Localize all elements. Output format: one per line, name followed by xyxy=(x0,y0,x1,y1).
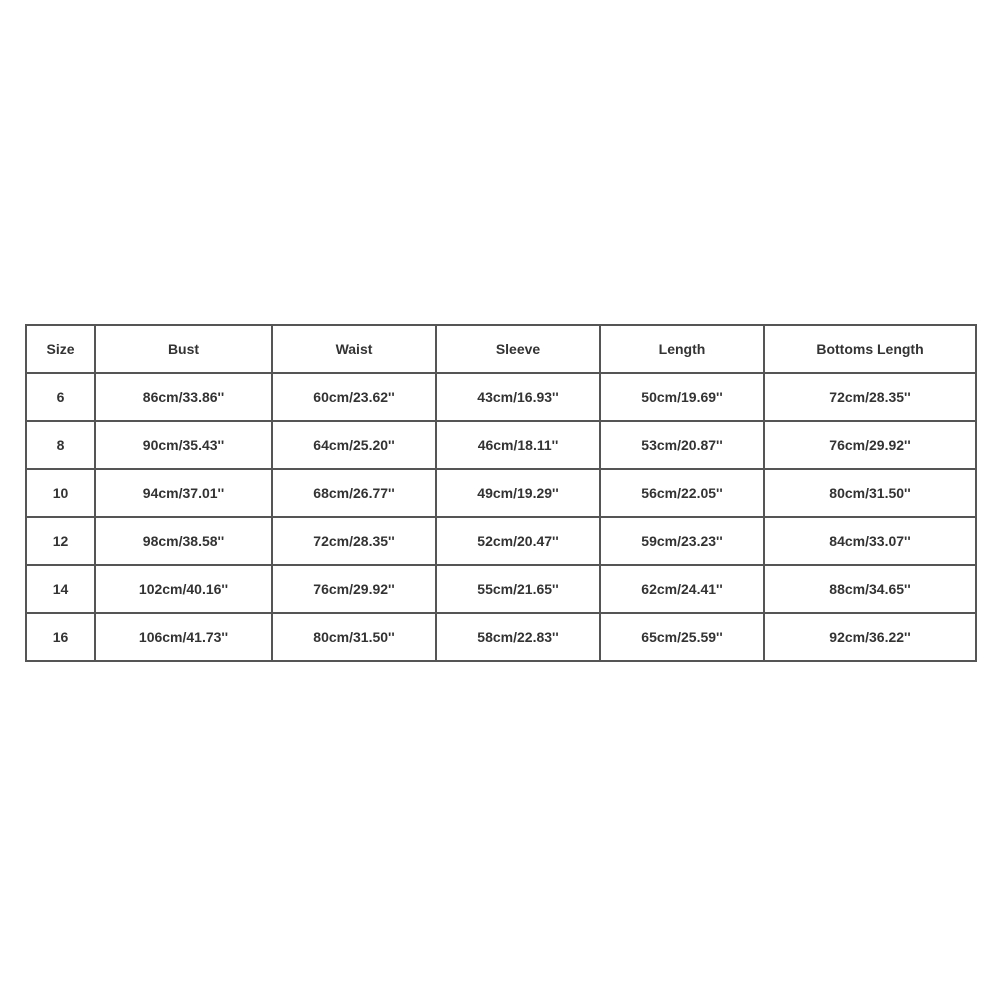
cell-size: 16 xyxy=(26,613,95,661)
cell-bottoms-length: 80cm/31.50'' xyxy=(764,469,976,517)
cell-bust: 94cm/37.01'' xyxy=(95,469,272,517)
table-row xyxy=(26,373,976,421)
cell-sleeve: 49cm/19.29'' xyxy=(436,469,600,517)
cell-sleeve: 43cm/16.93'' xyxy=(436,373,600,421)
cell-waist: 68cm/26.77'' xyxy=(272,469,436,517)
table-row xyxy=(26,469,976,517)
cell-waist: 76cm/29.92'' xyxy=(272,565,436,613)
size-chart-body xyxy=(26,373,976,661)
cell-size: 10 xyxy=(26,469,95,517)
cell-bottoms-length: 76cm/29.92'' xyxy=(764,421,976,469)
cell-bust: 98cm/38.58'' xyxy=(95,517,272,565)
cell-bust: 90cm/35.43'' xyxy=(95,421,272,469)
header-sleeve: Sleeve xyxy=(436,325,600,373)
cell-sleeve: 55cm/21.65'' xyxy=(436,565,600,613)
cell-sleeve: 52cm/20.47'' xyxy=(436,517,600,565)
cell-size: 14 xyxy=(26,565,95,613)
cell-length: 56cm/22.05'' xyxy=(600,469,764,517)
size-chart-table xyxy=(25,324,977,662)
cell-bust: 106cm/41.73'' xyxy=(95,613,272,661)
table-row xyxy=(26,517,976,565)
cell-sleeve: 46cm/18.11'' xyxy=(436,421,600,469)
header-row xyxy=(26,325,976,373)
cell-length: 62cm/24.41'' xyxy=(600,565,764,613)
cell-size: 6 xyxy=(26,373,95,421)
cell-size: 12 xyxy=(26,517,95,565)
header-length: Length xyxy=(600,325,764,373)
header-bust: Bust xyxy=(95,325,272,373)
cell-waist: 60cm/23.62'' xyxy=(272,373,436,421)
cell-bust: 102cm/40.16'' xyxy=(95,565,272,613)
cell-size: 8 xyxy=(26,421,95,469)
cell-bottoms-length: 72cm/28.35'' xyxy=(764,373,976,421)
table-row xyxy=(26,421,976,469)
cell-length: 65cm/25.59'' xyxy=(600,613,764,661)
size-chart-header xyxy=(26,325,976,373)
cell-sleeve: 58cm/22.83'' xyxy=(436,613,600,661)
cell-bottoms-length: 92cm/36.22'' xyxy=(764,613,976,661)
cell-bust: 86cm/33.86'' xyxy=(95,373,272,421)
cell-waist: 80cm/31.50'' xyxy=(272,613,436,661)
cell-waist: 64cm/25.20'' xyxy=(272,421,436,469)
header-size: Size xyxy=(26,325,95,373)
cell-length: 53cm/20.87'' xyxy=(600,421,764,469)
table-row xyxy=(26,613,976,661)
cell-waist: 72cm/28.35'' xyxy=(272,517,436,565)
header-bottoms-length: Bottoms Length xyxy=(764,325,976,373)
cell-length: 50cm/19.69'' xyxy=(600,373,764,421)
cell-bottoms-length: 88cm/34.65'' xyxy=(764,565,976,613)
table-row xyxy=(26,565,976,613)
header-waist: Waist xyxy=(272,325,436,373)
cell-bottoms-length: 84cm/33.07'' xyxy=(764,517,976,565)
cell-length: 59cm/23.23'' xyxy=(600,517,764,565)
